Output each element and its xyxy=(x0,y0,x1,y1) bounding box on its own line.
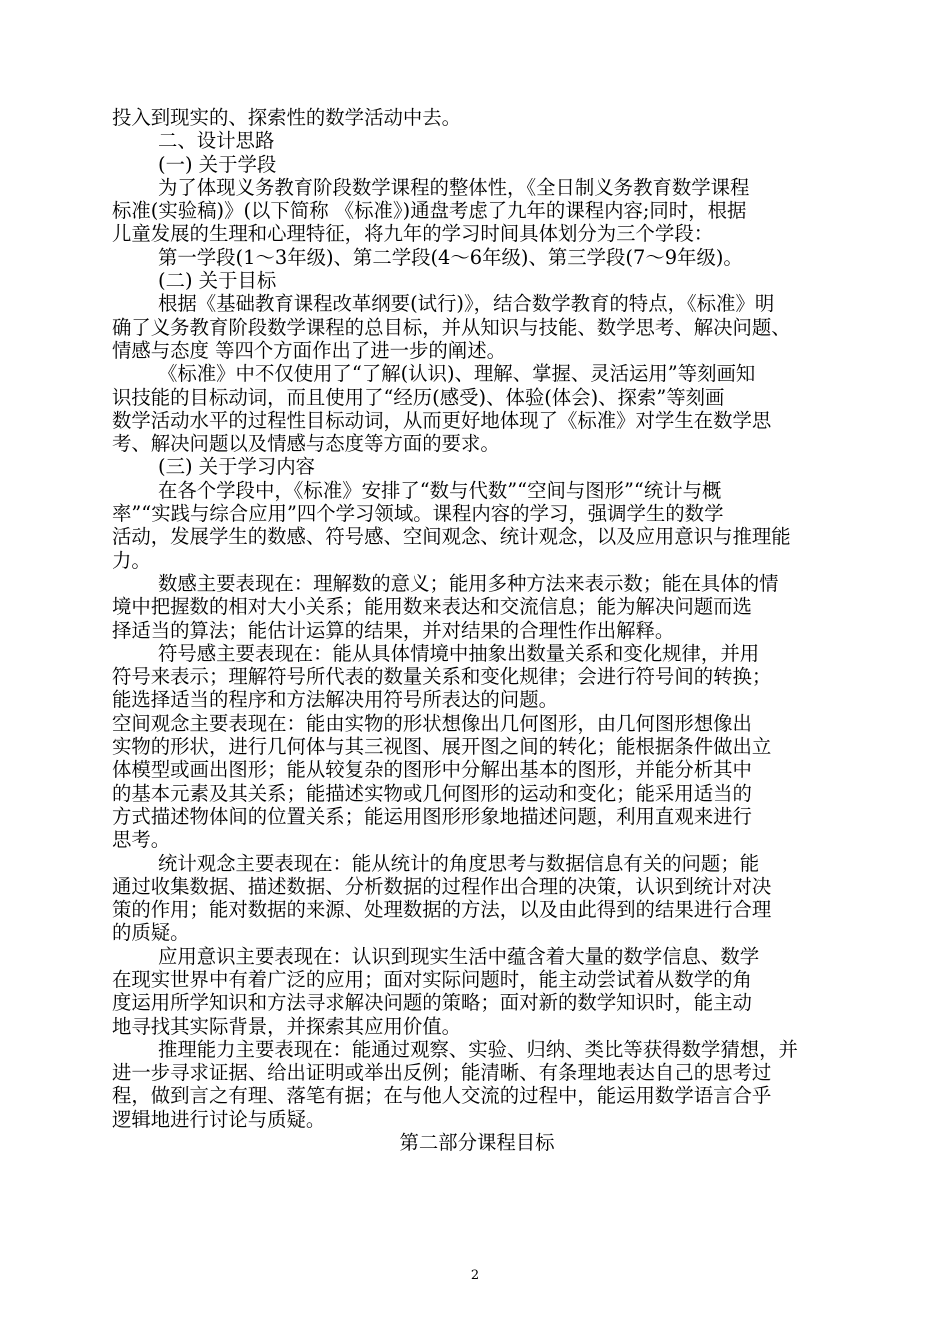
text-line: 进一步寻求证据、给出证明或举出反例；能清晰、有条理地表达自己的思考过 xyxy=(112,1061,772,1085)
text-line: 空间观念主要表现在：能由实物的形状想像出几何图形，由几何图形想像出 xyxy=(112,711,752,735)
text-line: 体模型或画出图形；能从较复杂的图形中分解出基本的图形，并能分析其中 xyxy=(112,758,752,782)
text-line: 择适当的算法；能估计运算的结果，并对结果的合理性作出解释。 xyxy=(112,618,675,642)
text-line: 逻辑地进行讨论与质疑。 xyxy=(112,1107,326,1131)
text-line: 识技能的目标动词，而且使用了“经历(感受)、体验(体会)、探索”等刻画 xyxy=(112,385,725,409)
text-line: 确了义务教育阶段数学课程的总目标，并从知识与技能、数学思考、解决问题、 xyxy=(112,315,791,339)
text-line: 活动，发展学生的数感、符号感、空间观念、统计观念，以及应用意识与推理能 xyxy=(112,525,791,549)
text-line: 思考。 xyxy=(112,828,171,852)
subsection-heading: (一) 关于学段 xyxy=(158,152,277,176)
text-line: 策的作用；能对数据的来源、处理数据的方法，以及由此得到的结果进行合理 xyxy=(112,898,772,922)
part-heading: 第二部分课程目标 xyxy=(399,1131,555,1155)
text-line: 方式描述物体间的位置关系；能运用图形形象地描述问题，利用直观来进行 xyxy=(112,804,752,828)
text-line: 实物的形状，进行几何体与其三视图、展开图之间的转化；能根据条件做出立 xyxy=(112,735,772,759)
text-line: 第一学段(1～3年级)、第二学段(4～6年级)、第三学段(7～9年级)。 xyxy=(158,245,743,269)
text-line: 符号来表示；理解符号所代表的数量关系和变化规律；会进行符号间的转换； xyxy=(112,665,772,689)
body-text xyxy=(112,106,842,1154)
text-line: 应用意识主要表现在：认识到现实生活中蕴含着大量的数学信息、数学 xyxy=(158,944,760,968)
text-line: 在现实世界中有着广泛的应用；面对实际问题时，能主动尝试着从数学的角 xyxy=(112,967,752,991)
text-line: 通过收集数据、描述数据、分析数据的过程作出合理的决策，认识到统计对决 xyxy=(112,874,772,898)
section-heading: 二、设计思路 xyxy=(158,129,275,153)
text-line: 地寻找其实际背景，并探索其应用价值。 xyxy=(112,1014,462,1038)
text-line: 力。 xyxy=(112,548,151,572)
text-line: 推理能力主要表现在：能通过观察、实验、归纳、类比等获得数学猜想，并 xyxy=(158,1037,798,1061)
text-line: 儿童发展的生理和心理特征，将九年的学习时间具体划分为三个学段： xyxy=(112,222,714,246)
text-line: 符号感主要表现在：能从具体情境中抽象出数量关系和变化规律，并用 xyxy=(158,641,760,665)
text-line: 情感与态度 等四个方面作出了进一步的阐述。 xyxy=(112,338,506,362)
text-line: 度运用所学知识和方法寻求解决问题的策略；面对新的数学知识时，能主动 xyxy=(112,991,752,1015)
subsection-heading: (二) 关于目标 xyxy=(158,269,277,293)
text-line: 数感主要表现在：理解数的意义；能用多种方法来表示数；能在具体的情 xyxy=(158,571,779,595)
text-line: 《标准》中不仅使用了“了解(认识)、理解、掌握、灵活运用”等刻画知 xyxy=(158,362,756,386)
text-line: 数学活动水平的过程性目标动词，从而更好地体现了《标准》对学生在数学思 xyxy=(112,408,772,432)
text-line: 率”“实践与综合应用”四个学习领域。课程内容的学习，强调学生的数学 xyxy=(112,502,724,526)
text-line: 能选择适当的程序和方法解决用符号所表达的问题。 xyxy=(112,688,558,712)
text-line: 投入到现实的、探索性的数学活动中去。 xyxy=(112,106,462,129)
text-line: 境中把握数的相对大小关系；能用数来表达和交流信息；能为解决问题而选 xyxy=(112,595,752,619)
subsection-heading: (三) 关于学习内容 xyxy=(158,455,316,479)
text-line: 根据《基础教育课程改革纲要(试行)》，结合数学教育的特点，《标准》明 xyxy=(158,292,775,316)
text-line: 考、解决问题以及情感与态度等方面的要求。 xyxy=(112,432,500,456)
text-line: 统计观念主要表现在：能从统计的角度思考与数据信息有关的问题；能 xyxy=(158,851,760,875)
text-line: 标准(实验稿)》(以下简称 《标准》)通盘考虑了九年的课程内容;同时，根据 xyxy=(112,199,747,223)
text-line: 的质疑。 xyxy=(112,921,190,945)
text-line: 在各个学段中，《标准》安排了“数与代数”“空间与图形”“统计与概 xyxy=(158,478,722,502)
text-line: 的基本元素及其关系；能描述实物或几何图形的运动和变化；能采用适当的 xyxy=(112,781,752,805)
text-line: 程，做到言之有理、落笔有据；在与他人交流的过程中，能运用数学语言合乎 xyxy=(112,1084,772,1108)
text-line: 为了体现义务教育阶段数学课程的整体性，《全日制义务教育数学课程 xyxy=(158,175,750,199)
page-number: 2 xyxy=(470,1268,480,1283)
